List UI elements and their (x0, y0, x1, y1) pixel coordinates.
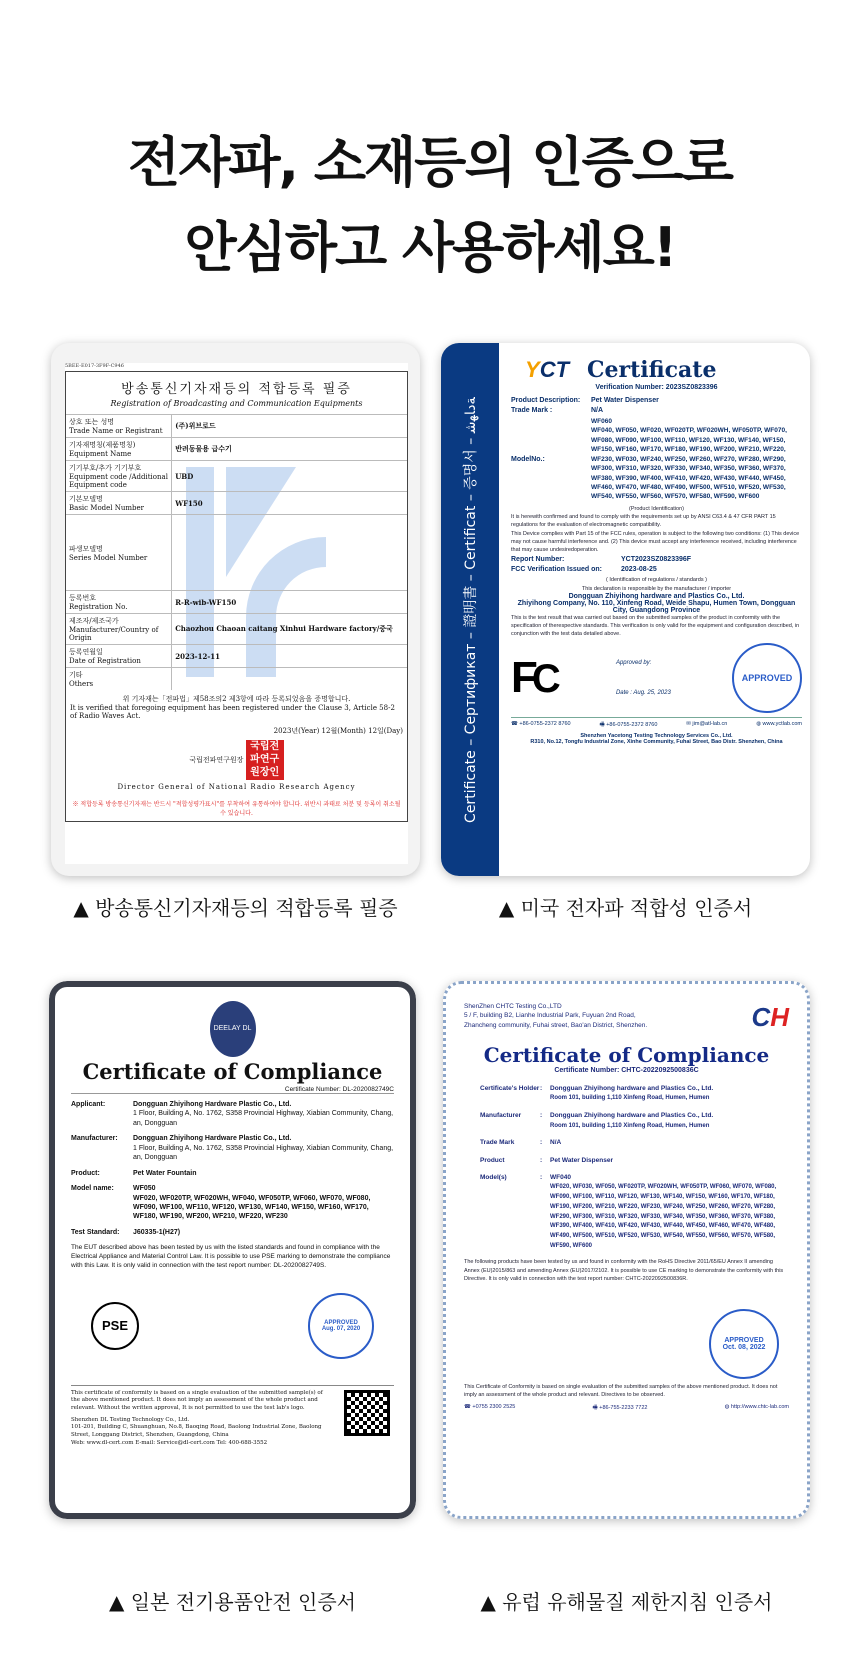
rohs-stamp: APPROVED (724, 1337, 764, 1345)
fcc-footer-1: Shenzhen Yacetong Testing Technology Services Co., Ltd. (580, 732, 733, 739)
kc-table (66, 414, 407, 690)
rohs-label: Product (480, 1156, 505, 1164)
pse-value: Dongguan Zhiyihong Hardware Plastic Co., Ltd. (133, 1135, 292, 1143)
rohs-value: Dongguan Zhiyihong hardware and Plastics Co., Ltd. (550, 1085, 714, 1092)
caption-kc: ▲ 방송통신기자재등의 적합등록 필증 (73, 896, 398, 920)
fcc-date: Date : Aug. 25, 2023 (615, 689, 671, 696)
kc-certificate (65, 363, 408, 864)
pse-certificate: DEELAY DL Certificate of Compliance Certificate Number: DL-2020082749C Applicant: Dongguan Zhiyihong Hardware Plastic Co., Ltd. 1 Floor, Building A, No. 1762, S358 Provincial Highway, Xiabian Community, Chang, an, Dongguan Manufacturer: Dongguan Zhiyihong Hardware Plastic Co., Ltd. 1 Floor, Building A, No. 1762, S358 Provincial Highway, Xiabian Community, Chang, an, Dongguan Product: Pet Water Fountain Model name: WF050 WF020, WF020TP, WF020WH, WF040, WF050TP, WF060, WF070, WF080, WF090, WF100, WF110, WF120, WF130, WF140, WF150, WF160, WF170, WF180, WF190, WF200, WF210, WF220, WF230 Test Standard: J60335-1(H27) The EUT described above has been tested by us with the listed standards and found in compliance with the Electrical Appliance and Material Control Law. It is possible to use PSE marking to demonstrate the compliance with this Law. It is only valid in connection with the test report number: DL-2020082749S. PSE APPROVED Aug. 07, 2020 This certificate of conformity is based on a single evaluation of the submitted sample(s) of the above mentioned product. It does not imply an assessment of the whole product and relevant. Without the written approval, It is not permitted to use the test lab's logo. Shenzhen DL Testing Technology Co., Ltd. 101-201, Building C, Shuanghuan, No.8, Baoqing Road, Baolong Industrial Zone, Baolong Street, Longgang District, Shenzhen, Guangdong, China Web: www.dl-cert.com E-mail: Service@dl-cert.com Tel: 400-688-3552 (49, 981, 416, 1519)
fcc-side-strip (441, 343, 499, 876)
rohs-certificate (443, 981, 810, 1519)
kc-value: R-R-wib-WF150 (172, 591, 407, 614)
rohs-row: Model(s) : WF040 WF020, WF030, WF050, WF020TP, WF020WH, WF050TP, WF060, WF070, WF080, WF090, WF100, WF110, WF120, WF130, WF140, WF150, WF160, WF170, WF180, WF190, WF200, WF210, WF220, WF230, WF240, WF250, WF260, WF270, WF280, WF290, WF300, WF310, WF320, WF330, WF340, WF350, WF360, WF370, WF380, WF390, WF400, WF410, WF420, WF430, WF440, WF450, WF460, WF470, WF480, WF490, WF500, WF510, WF520, WF530, WF540, WF550, WF560, WF570, WF580, WF590, WF600 (480, 1174, 777, 1249)
kc-label-ko: 등록번호 (69, 594, 97, 602)
pse-detail: WF020, WF020TP, WF020WH, WF040, WF050TP, WF060, WF070, WF080, WF090, WF100, WF110, WF120, WF130, WF140, WF150, WF160, WF170, WF180, WF190, WF200, WF210, WF220, WF230 (133, 1194, 371, 1221)
fcc-issued-label: FCC Verification Issued on: (511, 566, 603, 574)
pse-lab: Shenzhen DL Testing Technology Co., Ltd. (71, 1416, 190, 1423)
fax-icon: 🖷 +86-755-2233 7722 (592, 1404, 648, 1411)
headline-line-2: 안심하고 사용하세요! (184, 216, 676, 279)
kc-row (66, 415, 407, 438)
fcc-models: WF060 WF040, WF050, WF020, WF020TP, WF020WH, WF050TP, WF070, WF080, WF090, WF100, WF110, WF120, WF130, WF140, WF150, WF150, WF160, WF170, WF180, WF190, WF200, WF210, WF220, WF230, WF030, WF240, WF250, WF260, WF270, WF280, WF290, WF300, WF310, WF320, WF330, WF340, WF350, WF360, WF370, WF380, WF390, WF400, WF410, WF420, WF430, WF440, WF450, WF460, WF470, WF480, WF490, WF500, WF510, WF520, WF530, WF540, WF550, WF560, WF570, WF580, WF590, WF600 (591, 418, 787, 501)
fax-icon: 🖷 +86-0755-2372 8760 (599, 721, 658, 728)
fcc-certificate (511, 357, 802, 870)
kc-value: UBD (172, 461, 407, 492)
kc-label-en: Basic Model Number (69, 504, 145, 512)
kc-row (66, 668, 407, 691)
fcc-approved-by: Approved by: (615, 659, 652, 666)
kc-title-en: Registration of Broadcasting and Communication Equipments (110, 399, 363, 408)
fcc-footer-2: R310, No.12, Tongfu Industrial Zone, Xinhe Community, Fuhai Street, Bao Distr. Shenzhen, China (530, 738, 783, 745)
kc-value: 반려동물용 급수기 (172, 438, 407, 461)
kc-row (66, 645, 407, 668)
rohs-value: Dongguan Zhiyihong hardware and Plastics Co., Ltd. (550, 1112, 714, 1120)
kc-signer-en: Director General of National Radio Research Agency (117, 783, 356, 791)
web-icon: ◍ www.yctlab.com (756, 720, 802, 727)
kc-label-ko: 기본모델명 (69, 495, 103, 503)
fcc-report: YCT2023SZ0823396F (621, 556, 692, 564)
rohs-title: Certificate of Compliance (483, 1043, 770, 1067)
pse-email: E-mail: Service@dl-cert.com (135, 1439, 215, 1446)
rohs-detail: Room 101, building 1,110 Xinfeng Road, Humen, Humen (550, 1122, 710, 1129)
pse-tel: Tel: 400-688-3552 (216, 1439, 268, 1446)
kc-label-ko: 기타 (69, 671, 83, 679)
headline-line-1: 전자파, 소재등의 인증으로 (128, 131, 732, 194)
rohs-lab-addr-2: Zhancheng community, Fuhai street, Bao'an District, Shenzhen. (464, 1021, 648, 1029)
rohs-detail: WF020, WF030, WF050, WF020TP, WF020WH, WF050TP, WF060, WF070, WF080, WF090, WF100, WF110, WF120, WF130, WF140, WF150, WF160, WF170, WF180, WF190, WF200, WF210, WF220, WF230, WF240, WF250, WF260, WF270, WF280, WF290, WF300, WF310, WF320, WF330, WF340, WF350, WF360, WF370, WF380, WF390, WF400, WF410, WF420, WF430, WF440, WF450, WF460, WF470, WF480, WF490, WF500, WF510, WF520, WF530, WF540, WF550, WF560, WF570, WF580, WF590, WF600 (550, 1184, 777, 1249)
rohs-row: Manufacturer : Dongguan Zhiyihong hardware and Plastics Co., Ltd. Room 101, building 1,110 Xinfeng Road, Humen, Humen (480, 1112, 714, 1129)
kc-label-en: Date of Registration (69, 657, 141, 665)
fcc-side-text: Certificate – Сертификат – 證明書 – Certificat – 증명서 – ﺔﺩﺎﻬﺷ (463, 396, 479, 823)
kc-warning: ※ 적합등록 방송통신기자재는 반드시 "적합성평가표시"를 부착하여 유통하여야 합니다. 위반시 과태료 처분 및 등록이 취소될 수 있습니다. (72, 801, 401, 817)
fcc-model-label: ModelNo.: (511, 455, 545, 463)
kc-label-ko: 기자재명칭(제품명칭) (69, 441, 136, 449)
pse-value: J60335-1(H27) (133, 1228, 181, 1236)
fcc-text-1: It is herewith confirmed and found to comply with the requirements set up by ANSI C63.4 & 47 CFR PART 15 regulations for the evaluation of electromagnetic compatibility. (511, 514, 776, 529)
pse-web: Web: www.dl-cert.com (71, 1439, 134, 1446)
fcc-text-3: This is the test result that was carried out based on the submitted samples of the product in conformity with the specification of therespective standards. This verification is only valid for the equipment and configuration described, in conjunction with the test data detailed above. (511, 614, 800, 638)
rohs-statement: The following products have been tested by us and found in conformity with the RoHS Directive 2011/65/EU Annex II amending Annex (EU)2015/863 and amending Annex (EU)2017/2102. It is possible to use CE marking to demonstrate the conformity with this Directive. It is only valid in connection with the test report number: CHTC-2022092500836R. (464, 1259, 784, 1282)
pse-statement: The EUT described above has been tested by us with the listed standards and found in compliance with the Electrical Appliance and Material Control Law. It is possible to use PSE marking to demonstrate the compliance with this Law. It is only valid in connection with the test report number: DL-2020082749S. (71, 1244, 391, 1270)
kc-label-en: Equipment Name (69, 450, 132, 458)
pse-row (71, 1184, 394, 1222)
pse-value: WF050 (133, 1185, 156, 1193)
web-icon: ◍ http://www.chtc-lab.com (724, 1403, 789, 1410)
fcc-trademark-label: Trade Mark : (511, 407, 553, 414)
rohs-stamp-date: Oct. 08, 2022 (722, 1344, 766, 1352)
rohs-label: Manufacturer (480, 1112, 522, 1120)
kc-label-en: Others (69, 680, 94, 688)
pse-row (71, 1100, 394, 1128)
pse-lab-address: 101-201, Building C, Shuanghuan, No.8, Baoqing Road, Baolong Industrial Zone, Baolong Street, Longgang District, Shenzhen, Guangdong, China (71, 1424, 322, 1438)
rohs-row: Certificate's Holder : Dongguan Zhiyihong hardware and Plastics Co., Ltd. Room 101, building 1,110 Xinfeng Road, Humen, Humen (480, 1085, 714, 1102)
deelay-emblem: DEELAY DL (210, 1001, 256, 1057)
fcc-trademark: N/A (591, 407, 604, 414)
kc-footer (66, 690, 407, 821)
kc-value: 2023-12-11 (172, 645, 407, 668)
pse-label: Applicant: (71, 1101, 106, 1108)
kc-label-ko: 상호 또는 성명 (69, 418, 115, 426)
yct-logo: YCT (525, 357, 570, 382)
fcc-ident: ( Identification of regulations / standards ) (606, 577, 707, 584)
cert-code: 5BEE-E017-3F9F-C946 (65, 363, 124, 369)
rohs-lab: ShenZhen CHTC Testing Co.,LTD (464, 1003, 562, 1010)
pse-title: Certificate of Compliance (82, 1059, 383, 1084)
kc-label-ko: 파생모델명 (69, 544, 103, 553)
kc-statement-ko: 위 기자재는「전파법」제58조의2 제3항에 따라 등록되었음을 증명합니다. (122, 695, 351, 703)
fcc-product: Pet Water Dispenser (591, 397, 659, 404)
pse-label: Test Standard: (71, 1228, 120, 1236)
kc-label-ko: 제조자/제조국가 (69, 617, 119, 625)
fcc-certificate-card[interactable] (441, 343, 810, 876)
pse-label: Manufacturer: (71, 1135, 118, 1143)
pse-row (71, 1228, 394, 1237)
pse-mark: PSE (91, 1302, 139, 1350)
rohs-value: Pet Water Dispenser (550, 1156, 613, 1164)
fcc-product-label: Product Description: (511, 397, 581, 404)
fcc-verification-number: Verification Number: 2023SZ0823396 (595, 384, 718, 391)
rohs-contact (464, 1404, 789, 1413)
email-icon: ✉ jim@atl-lab.cn (686, 720, 728, 727)
fcc-report-label: Report Number: (511, 556, 565, 564)
kc-value: WF150 (172, 492, 407, 515)
fcc-issued: 2023-08-25 (621, 566, 657, 574)
rohs-lab-addr-1: 5 / F, building B2, Lianhe Industrial Park, Fuyuan 2nd Road, (464, 1012, 636, 1020)
kc-label-en: Equipment code /Additional Equipment code (69, 473, 168, 489)
rohs-detail: Room 101, building 1,110 Xinfeng Road, Humen, Humen (550, 1095, 710, 1102)
phone-icon: ☎ +86-0755-2372 8760 (511, 720, 571, 727)
pse-row (71, 1169, 394, 1178)
pse-detail: 1 Floor, Building A, No. 1762, S358 Provincial Highway, Xiabian Community, Chang, an, Dongguan (133, 1144, 394, 1162)
caption-rohs: ▲ 유럽 유해물질 제한지침 인증서 (480, 1590, 773, 1614)
pse-label: Model name: (71, 1185, 114, 1193)
fcc-product-id: (Product Identification) (628, 505, 685, 512)
kc-value: Chaozhou Chaoan caitang Xinhui Hardware factory/중국 (172, 614, 407, 645)
fcc-address: Zhiyihong Company, No. 110, Xinfeng Road, Weide Shapu, Humen Town, Dongguan City, Guangdong Province (517, 599, 796, 614)
pse-label: Product: (71, 1169, 100, 1177)
rohs-value: WF040 (550, 1174, 571, 1182)
fcc-company: Dongguan Zhiyihong hardware and Plastics Co., Ltd. (568, 592, 745, 600)
rohs-label: Model(s) (480, 1174, 507, 1182)
fcc-declaration: This declaration is responsible by the manufacturer / importer (581, 585, 732, 592)
kc-row (66, 591, 407, 614)
fcc-contact (511, 717, 802, 730)
qr-code (344, 1390, 390, 1436)
pse-row (71, 1134, 394, 1162)
fcc-title: Certificate (587, 357, 717, 383)
rohs-row: Trade Mark : N/A (480, 1139, 562, 1147)
rohs-label: Certificate's Holder (480, 1085, 540, 1092)
rohs-label: Trade Mark (480, 1139, 515, 1147)
kc-label-en: Manufacturer/Country of Origin (69, 626, 159, 642)
phone-icon: ☎ +0755 2300 2525 (464, 1403, 516, 1410)
rohs-row: Product : Pet Water Dispenser (480, 1156, 613, 1164)
pse-stamp-date: Aug. 07, 2020 (321, 1325, 361, 1332)
kc-title-ko: 방송통신기자재등의 적합등록 필증 (121, 382, 352, 397)
rohs-number: Certificate Number: CHTC-2022092500836C (554, 1067, 699, 1074)
kc-row (66, 614, 407, 645)
fcc-logo: FC (511, 652, 555, 702)
rohs-disclaimer: This Certificate of Conformity is based on single evaluation of the submitted samples of the above mentioned product. It does not imply an assessment of the whole product and relevant. Directives to be observed. (464, 1384, 778, 1399)
kc-label-en: Registration No. (69, 603, 128, 611)
pse-disclaimer: This certificate of conformity is based on a single evaluation of the submitted sample(s) of the above mentioned product. It does not imply an assessment of the whole product and relevant. Without the written approval, It is not permitted to use the test lab's logo. (71, 1389, 323, 1411)
kc-value (172, 668, 407, 691)
kc-certificate-card[interactable] (51, 343, 420, 876)
pse-value: Dongguan Zhiyihong Hardware Plastic Co., Ltd. (133, 1101, 292, 1108)
kc-label-ko: 기기부호/추가 기기부호 (69, 464, 142, 472)
kc-row (66, 438, 407, 461)
kc-date: 2023년(Year) 12월(Month) 12일(Day) (273, 727, 403, 735)
kc-label-en: Series Model Number (69, 553, 148, 562)
caption-pse: ▲ 일본 전기용품안전 인증서 (109, 1590, 356, 1614)
kc-value (172, 515, 407, 591)
approved-stamp: APPROVED (732, 643, 802, 713)
kc-row (66, 461, 407, 492)
rohs-value: N/A (550, 1139, 562, 1147)
kc-row (66, 515, 407, 591)
kc-signer-ko: 국립전파연구원장 (189, 756, 244, 764)
kc-statement-en: It is verified that foregoing equipment has been registered under the Clause 3, Article 58-2 of Radio Waves Act. (70, 704, 395, 720)
kc-row (66, 492, 407, 515)
caption-fcc: ▲ 미국 전자파 적합성 인증서 (498, 896, 753, 920)
pse-detail: 1 Floor, Building A, No. 1762, S358 Provincial Highway, Xiabian Community, Chang, an, Dongguan (133, 1110, 394, 1127)
kc-seal: 국립전 파연구 원장인 (246, 740, 284, 780)
pse-certificate-card[interactable] (49, 981, 416, 1519)
chtc-logo: CH (751, 1002, 789, 1032)
rohs-certificate-card[interactable] (443, 981, 810, 1519)
kc-label-ko: 등록연월일 (69, 648, 103, 656)
pse-value: Pet Water Fountain (133, 1169, 197, 1177)
kc-label-en: Trade Name or Registrant (69, 427, 163, 435)
kc-value: (주)위브로드 (172, 415, 407, 438)
fcc-text-2: This Device complies with Part 15 of the FCC rules, operation is subject to the following two conditions: (1) This device may not cause harmful interference and. (2) This device must accept any interference received, including interference that may cause undesiredoperation. (511, 530, 800, 554)
pse-number: Certificate Number: DL-2020082749C (71, 1086, 394, 1094)
